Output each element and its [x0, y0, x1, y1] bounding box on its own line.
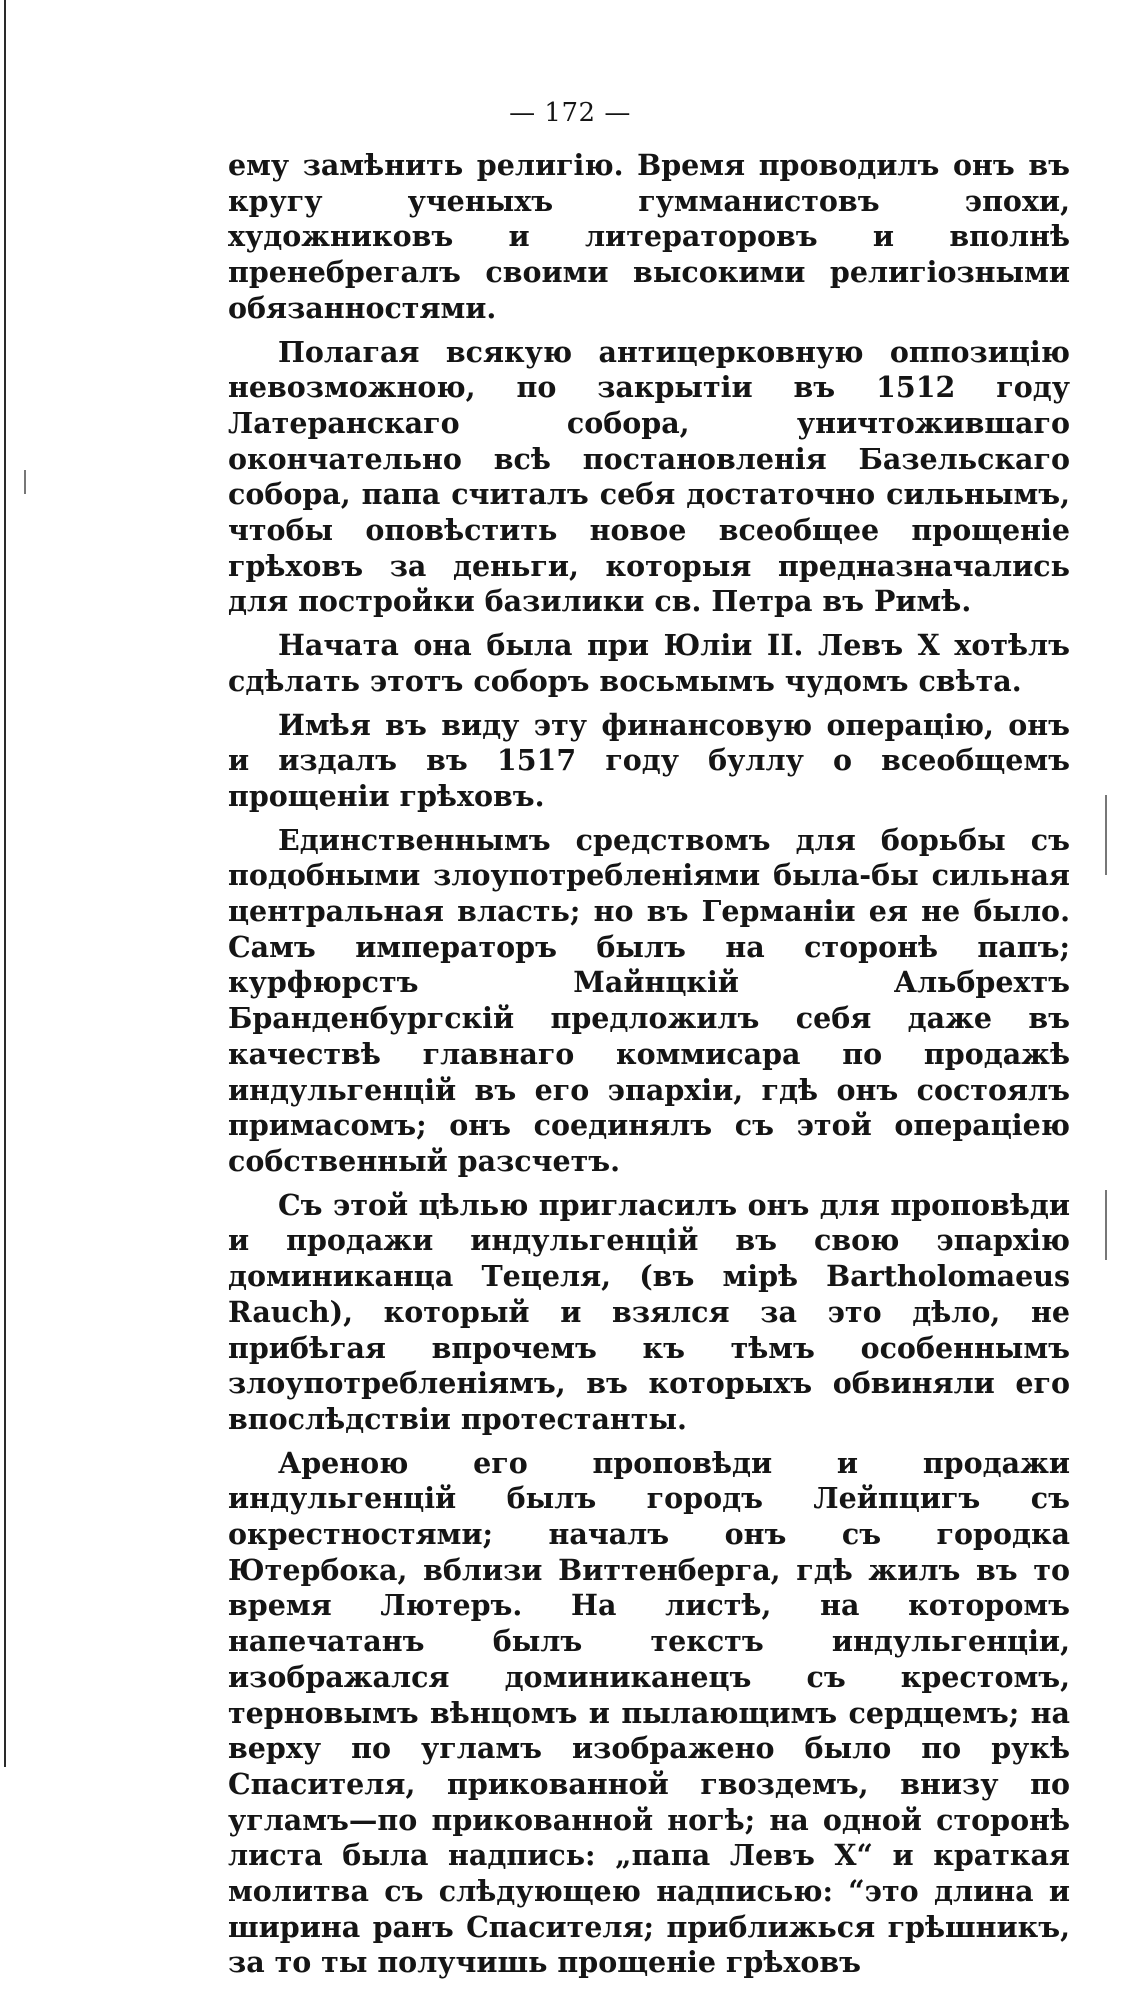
paragraph: Съ этой цѣлью пригласилъ онъ для проповѣди и продажи индульгенцій въ свою эпархію доминиканца Тецеля, (въ мірѣ Bartholomaeus Rauch), который и взялся за это дѣло, не прибѣгая впрочемъ къ тѣмъ особеннымъ злоупотребленіямъ, въ которыхъ обвиняли его впослѣдствіи протестанты. [228, 1187, 1070, 1436]
paragraph: Начата она была при Юліи II. Левъ X хотѣлъ сдѣлать этотъ соборъ восьмымъ чудомъ свѣта. [228, 628, 1070, 698]
body-text [228, 148, 1070, 1989]
scan-edge-line [4, 0, 6, 1767]
page-number: — 172 — [509, 98, 631, 128]
scan-mark [1105, 1190, 1107, 1260]
paragraph: ему замѣнить религію. Время проводилъ онъ въ кругу ученыхъ гумманистовъ эпохи, художниковъ и литераторовъ и вполнѣ пренебрегалъ своими высокими религіозными обязанностями. [228, 148, 1070, 325]
paragraph: Единственнымъ средствомъ для борьбы съ подобными злоупотребленіями была-бы сильная центральная власть; но въ Германіи ея не было. Самъ императоръ былъ на сторонѣ папъ; курфюрстъ Майнцкій Альбрехтъ Бранденбургскій предложилъ себя даже въ качествѣ главнаго коммисара по продажѣ индульгенцій въ его эпархіи, гдѣ онъ состоялъ примасомъ; онъ соединялъ съ этой операціею собственный разсчетъ. [228, 822, 1070, 1178]
paragraph: Ареною его проповѣди и продажи индульгенцій былъ городъ Лейпцигъ съ окрестностями; началъ онъ съ городка Ютербока, вблизи Виттенберга, гдѣ жилъ въ то время Лютеръ. На листѣ, на которомъ напечатанъ былъ текстъ индульгенціи, изображался доминиканецъ съ крестомъ, терновымъ вѣнцомъ и пылающимъ сердцемъ; на верху по угламъ изображено было по рукѣ Спасителя, прикованной гвоздемъ, внизу по угламъ—по прикованной ногѣ; на одной сторонѣ листа была надпись: „папа Левъ X“ и краткая молитва съ слѣдующею надписью: “это длина и ширина ранъ Спасителя; приближься грѣшникъ, за то ты получишь прощеніе грѣховъ [228, 1445, 1070, 1980]
paragraph: Полагая всякую антицерковную оппозицію невозможною, по закрытіи въ 1512 году Латеранскаго собора, уничтожившаго окончательно всѣ постановленія Базельскаго собора, папа считалъ себя достаточно сильнымъ, чтобы оповѣстить новое всеобщее прощеніе грѣховъ за деньги, которыя предназначались для постройки базилики св. Петра въ Римѣ. [228, 334, 1070, 619]
paragraph: Имѣя въ виду эту финансовую операцію, онъ и издалъ въ 1517 году буллу о всеобщемъ прощеніи грѣховъ. [228, 707, 1070, 813]
scan-mark [1105, 795, 1107, 875]
scan-mark [24, 470, 26, 494]
